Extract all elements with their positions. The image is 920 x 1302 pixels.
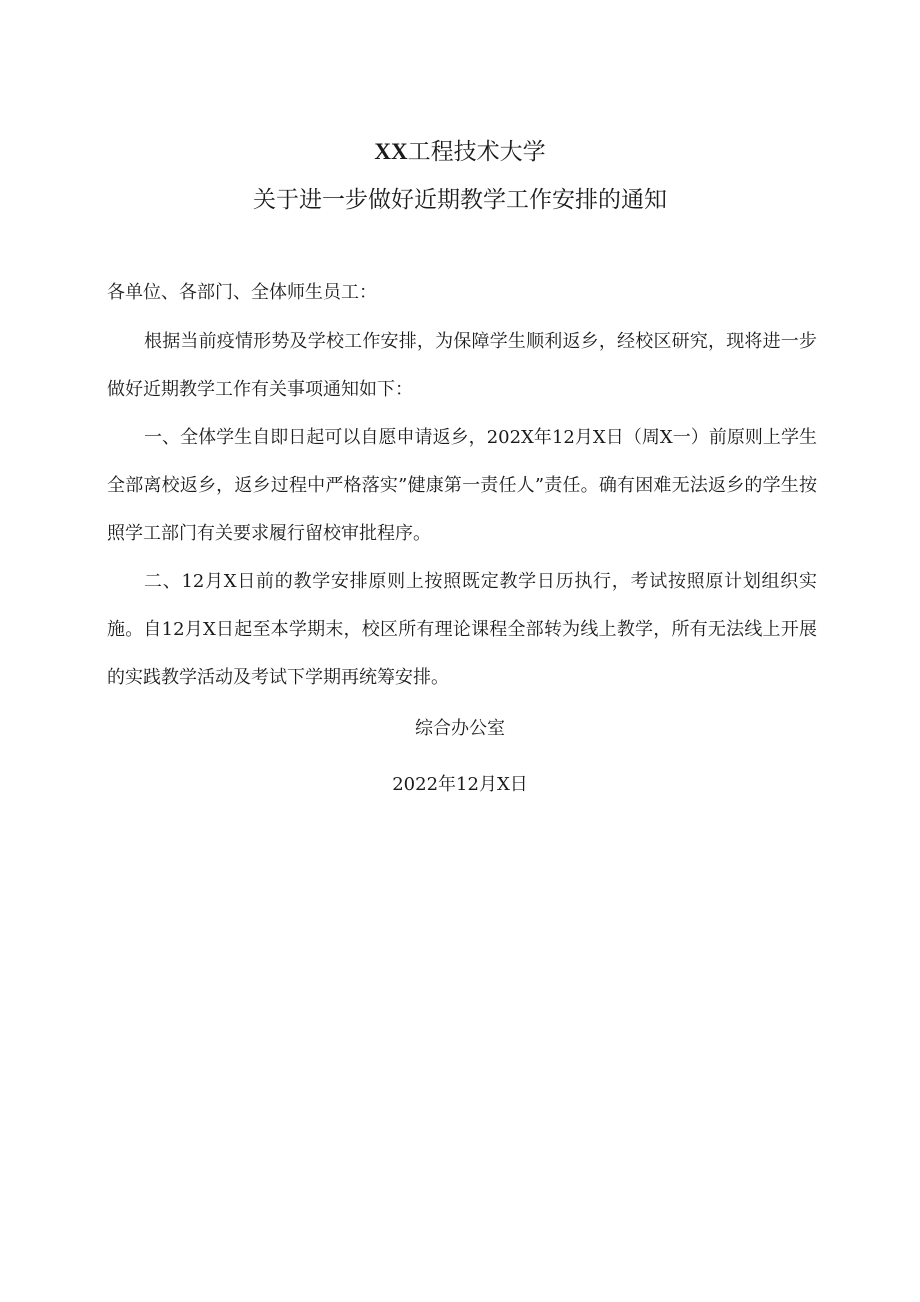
paragraph-item-2: 二、12月X日前的教学安排原则上按照既定教学日历执行，考试按照原计划组织实施。自12月X日起至本学期末，校区所有理论课程全部转为线上教学，所有无法线上开展的实践教学活动及考试下学期再统筹安排。 <box>107 571 817 688</box>
paragraph-item-1: 一、全体学生自即日起可以自愿申请返乡，202X年12月X日（周X一）前原则上学生全部离校返乡，返乡过程中严格落实”健康第一责任人”责任。确有困难无法返乡的学生按照学工部门有关要求履行留校审批程序。 <box>107 427 817 544</box>
salutation: 各单位、各部门、全体师生员工： <box>107 282 377 303</box>
signature-date: 2022年12月X日 <box>392 774 528 795</box>
university-name: 工程技术大学 <box>407 139 546 165</box>
university-abbrev: XX <box>374 139 408 164</box>
paragraph-intro: 根据当前疫情形势及学校工作安排，为保障学生顺利返乡，经校区研究，现将进一步做好近期教学工作有关事项通知如下： <box>107 331 817 400</box>
signature-organization: 综合办公室 <box>415 718 505 739</box>
university-title <box>0 137 920 167</box>
notice-title: 关于进一步做好近期教学工作安排的通知 <box>253 187 667 213</box>
